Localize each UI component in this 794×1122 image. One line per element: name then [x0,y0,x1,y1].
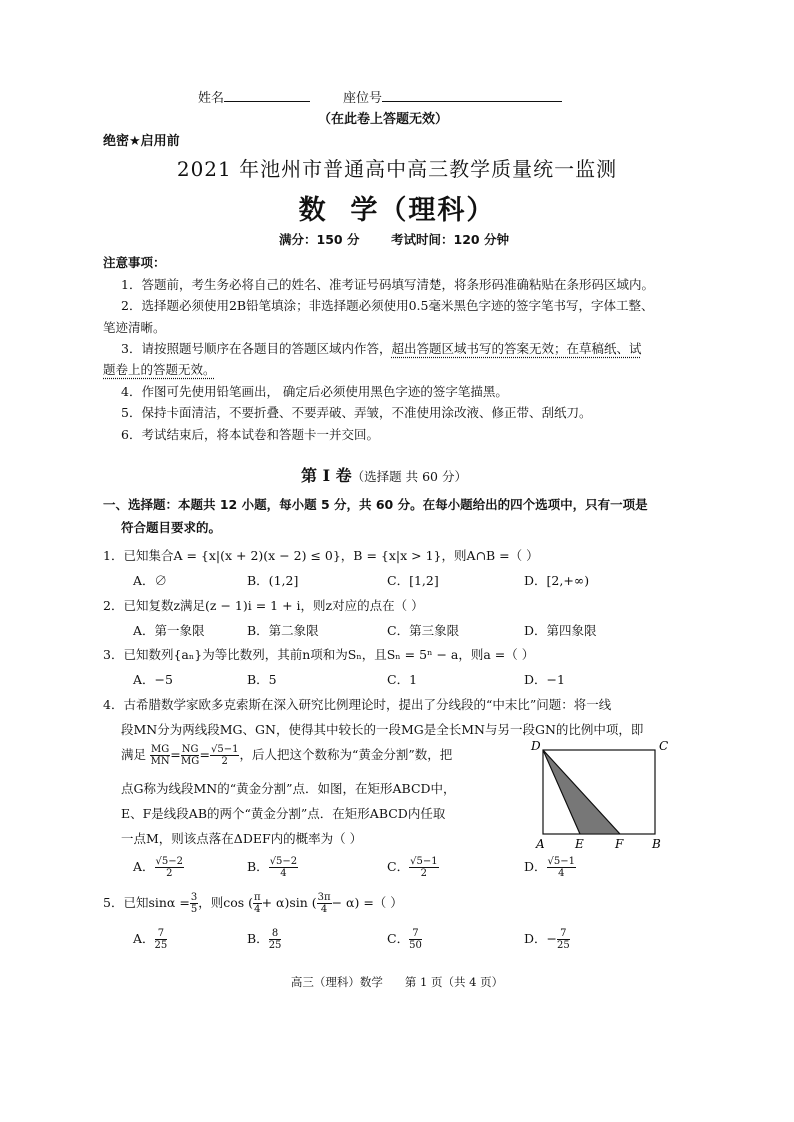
q5-option-a-den: 25 [154,940,168,951]
label-f: F [615,837,624,851]
q5-option-c-frac [409,928,422,951]
q4-ratio-c-den: 2 [221,756,228,767]
subject-title: 数 学（理科） [298,195,496,226]
q5-given-den: 5 [190,904,198,915]
score-info: 满分：150 分 [279,232,360,247]
q5-pi34-den: 4 [320,904,328,915]
q4-option-d-den: 4 [558,868,565,879]
q4-line-3-suffix: ，后人把这个数称为“黄金分割”数，把 [239,747,453,762]
q3-option-d: D．−1 [524,672,565,687]
q4-line-3: 满足 $\frac{MG}{MN}$ = $\frac{NG}{MG}$ = $\frac{√5-1}{2}$ ，后人把这个数称为“黄金分割”数，把 [121,744,453,767]
name-blank [224,87,310,102]
q5-option-c [387,928,422,951]
q5-option-c-label: C． [387,931,410,946]
q5-pi4-frac [253,892,262,915]
q5-option-c-den: 50 [409,940,422,951]
instructions-heading: 注意事项： [103,255,166,270]
q5-option-d-num: 7 [557,928,570,940]
q4-line-6: 一点M，则该点落在ΔDEF内的概率为（ ） [121,831,363,846]
q4-option-a-num: √5−2 [155,856,184,867]
exam-title: 2021 年池州市普通高中高三教学质量统一监测 [176,157,618,181]
q4-option-a [133,856,184,879]
q4-option-c-label: C． [387,859,410,874]
q4-ratio-b [181,744,200,767]
q5-option-b-label: B． [247,931,269,946]
q5-suffix: − α) =（ ） [331,895,403,910]
label-d: D [531,739,541,753]
q4-ratio-c-num: √5−1 [210,744,239,755]
instruction-3-a: 3．请按照题号顺序在各题目的答题区域内作答， [121,341,392,356]
q5-option-a-num: 7 [155,928,168,940]
q4-line-2: 段MN分为两线段MG、GN，使得其中较长的一段MG是全长MN与另一段GN的比例中项，即 [121,722,644,737]
secret-mark: 绝密★启用前 [103,134,180,149]
q4-line-5: E、F是线段AB的两个“黄金分割”点．在矩形ABCD内任取 [121,806,446,821]
q3-option-b: B．5 [247,672,277,687]
q1-option-d: D．[2,+∞) [524,573,590,588]
instruction-3 [121,339,641,357]
q1-stem: 1．已知集合A = {x|(x + 2)(x − 2) ≤ 0}，B = {x|x > 1}，则A∩B =（ ） [103,548,539,563]
q4-option-c-frac [409,856,438,879]
q4-ratio-b-den: MG [180,756,200,767]
q2-option-d: D．第四象限 [524,623,597,638]
q4-option-c-den: 2 [420,868,427,879]
q4-ratio-a-num: MG [151,744,170,755]
instruction-6: 6．考试结束后，将本试卷和答题卡一并交回。 [121,427,379,442]
q5-prefix: 5．已知sinα = [103,895,190,910]
section-intro-2: 符合题目要求的。 [121,520,222,535]
seat-label: 座位号 [343,91,383,106]
q3-option-a: A．−5 [133,672,173,687]
q5-stem [103,892,403,915]
q5-option-d-den: 25 [557,940,570,951]
q5-option-d-frac [557,928,570,951]
q5-option-b [247,928,281,951]
q4-ratio-c [210,744,239,767]
instruction-3-cont: 题卷上的答题无效。 [103,362,216,377]
q4-line-3-prefix: 满足 [121,747,147,762]
q4-option-b [247,856,298,879]
q1-option-b: B．(1,2] [247,573,299,588]
instruction-1: 1．答题前，考生务必将自己的姓名、准考证号码填写清楚，将条形码准确粘贴在条形码区域内。 [121,277,654,292]
time-info: 考试时间：120 分钟 [391,232,509,247]
q4-option-a-den: 2 [166,868,173,879]
section-title: 第 I 卷 [301,466,352,485]
section-intro-1: 一、选择题：本题共 12 小题，每小题 5 分，共 60 分。在每小题给出的四个选项中，只有一项是 [103,497,648,512]
q5-given-num: 3 [190,892,198,903]
q5-option-b-frac [269,928,282,951]
q5-after-cos: + α)sin ( [261,895,317,910]
q2-option-a: A．第一象限 [133,623,205,638]
q4-option-a-label: A． [133,859,155,874]
name-label: 姓名 [198,91,225,106]
q4-line-4: 点G称为线段MN的“黄金分割”点．如图，在矩形ABCD中， [121,781,456,796]
q4-option-d [524,856,576,879]
q5-option-c-num: 7 [409,928,422,940]
label-b: B [652,837,661,851]
q2-option-b: B．第二象限 [247,623,319,638]
q4-option-d-frac [547,856,576,879]
section-subtitle: （选择题 共 60 分） [351,469,467,484]
q5-option-a-label: A． [133,931,155,946]
q4-option-d-num: √5−1 [547,856,576,867]
q2-option-c: C．第三象限 [387,623,460,638]
q5-option-a-frac [155,928,168,951]
q5-middle: ，则cos ( [198,895,253,910]
invalid-notice: （在此卷上答题无效） [318,112,449,127]
instruction-4: 4．作图可先使用铅笔画出， 确定后必须使用黑色字迹的签字笔描黑。 [121,384,508,399]
q5-pi4-den: 4 [254,904,261,915]
q4-option-b-label: B． [247,859,269,874]
q5-option-d [524,928,570,951]
label-e: E [575,837,584,851]
instruction-2-cont: 笔迹清晰。 [103,320,166,335]
q4-option-c-num: √5−1 [410,856,438,867]
q5-option-b-den: 25 [268,940,282,951]
q5-pi4-num: π [253,892,261,903]
instruction-3-emph: 超出答题区域书写的答案无效；在草稿纸、试 [391,341,642,356]
q4-ratio-a-den: MN [150,756,170,767]
seat-field [343,87,562,106]
q2-stem: 2．已知复数z满足(z − 1)i = 1 + i，则z对应的点在（ ） [103,598,424,613]
q5-pi34-num: 3π [317,892,331,903]
q1-option-c: C．[1,2] [387,573,439,588]
q4-option-b-num: √5−2 [269,856,298,867]
q5-option-b-num: 8 [269,928,282,940]
q4-rectangle-figure [528,738,673,853]
name-field [198,87,310,106]
q4-option-d-label: D． [524,859,547,874]
q5-pi34-frac [317,892,332,915]
q5-given-frac [190,892,198,915]
section-header [301,463,467,486]
q4-option-a-frac [155,856,184,879]
page-footer: 高三（理科）数学 第 1 页（共 4 页） [290,975,504,989]
q4-option-b-den: 4 [280,868,287,879]
q1-option-a: A．∅ [133,573,168,588]
label-c: C [659,739,669,753]
q4-ratio-a [150,744,170,767]
q4-option-c [387,856,439,879]
instruction-2: 2．选择题必须使用2B铅笔填涂；非选择题必须使用0.5毫米黑色字迹的签字笔书写，字体工整、 [121,298,654,313]
q4-line-1: 4．古希腊数学家欧多克索斯在深入研究比例理论时，提出了分线段的“中末比”问题：将一线 [103,697,612,712]
q3-stem: 3．已知数列{aₙ}为等比数列，其前n项和为Sₙ，且Sₙ = 5ⁿ − a，则a =（ ） [103,647,535,662]
seat-blank [382,87,562,102]
q4-option-b-frac [269,856,298,879]
q3-option-c: C．1 [387,672,418,687]
instruction-5: 5．保持卡面清洁，不要折叠、不要弄破、弄皱，不准使用涂改液、修正带、刮纸刀。 [121,405,592,420]
q4-ratio-b-num: NG [181,744,199,755]
label-a: A [536,837,545,851]
q5-option-a [133,928,167,951]
q5-option-d-label: D．− [524,931,557,946]
